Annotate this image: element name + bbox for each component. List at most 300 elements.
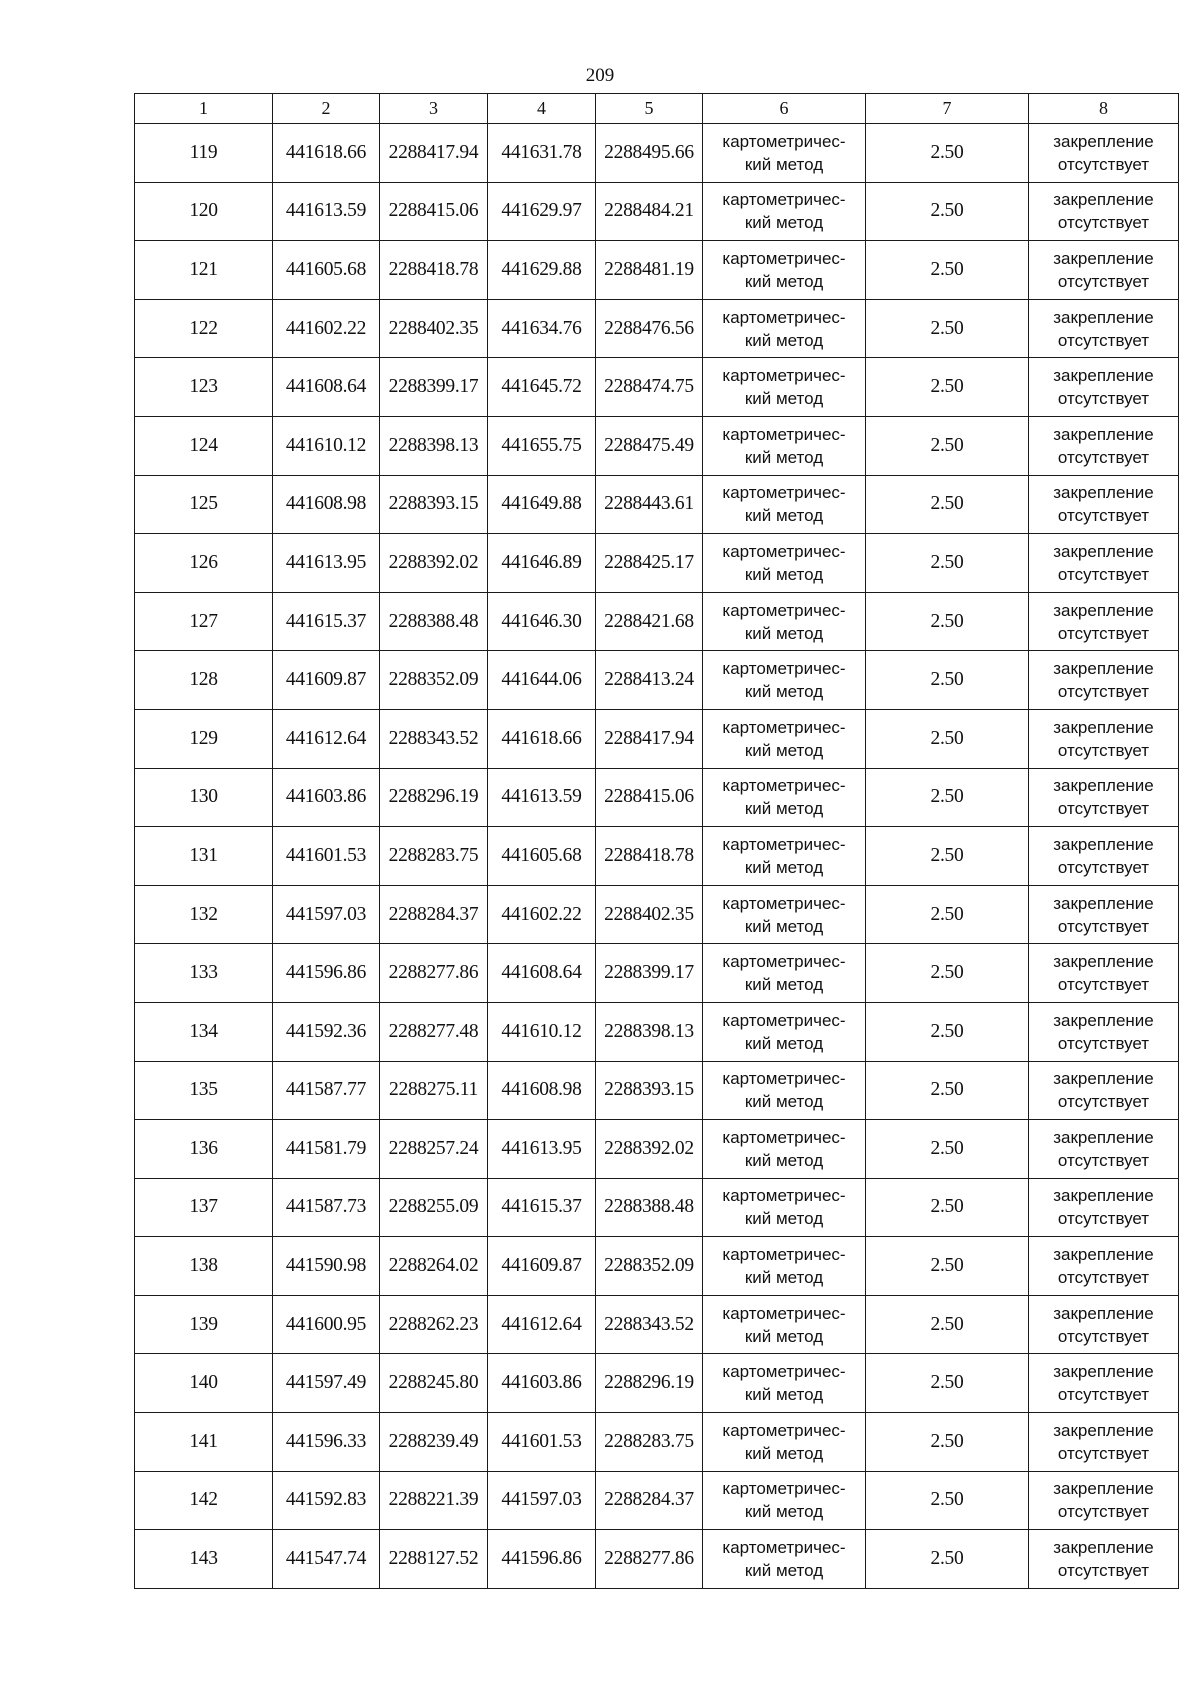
- table-row: [135, 534, 1179, 593]
- method-text-line: картометричес-: [722, 893, 846, 913]
- fixation-cell: [1029, 1002, 1179, 1061]
- y1-cell: 2288352.09: [380, 651, 488, 710]
- row-number-cell: 119: [135, 124, 273, 183]
- fixation-text-line: закрепление: [1053, 1186, 1154, 1206]
- method-text-line: кий метод: [744, 271, 824, 291]
- method-text-line: картометричес-: [722, 776, 846, 796]
- table-row: [135, 1002, 1179, 1061]
- fixation-text-line: отсутствует: [1057, 975, 1150, 995]
- x2-cell: 441596.86: [488, 1530, 596, 1589]
- y2-cell: 2288399.17: [596, 944, 703, 1003]
- table-row: [135, 1471, 1179, 1530]
- fixation-text-line: закрепление: [1053, 1127, 1154, 1147]
- fixation-text-line: отсутствует: [1057, 1385, 1150, 1405]
- y1-cell: 2288399.17: [380, 358, 488, 417]
- fixation-cell: [1029, 416, 1179, 475]
- column-header: 3: [380, 94, 488, 124]
- column-header: 6: [703, 94, 866, 124]
- method-text-line: картометричес-: [722, 1538, 846, 1558]
- x2-cell: 441610.12: [488, 1002, 596, 1061]
- method-cell: [703, 1413, 866, 1472]
- row-number-cell: 133: [135, 944, 273, 1003]
- y2-cell: 2288495.66: [596, 124, 703, 183]
- y1-cell: 2288275.11: [380, 1061, 488, 1120]
- fixation-text-line: отсутствует: [1057, 447, 1150, 467]
- fixation-text-line: отсутствует: [1057, 1326, 1150, 1346]
- fixation-text-line: закрепление: [1053, 366, 1154, 386]
- method-cell: [703, 1002, 866, 1061]
- fixation-cell: [1029, 1120, 1179, 1179]
- method-cell: [703, 534, 866, 593]
- table-row: [135, 475, 1179, 534]
- table-row: [135, 1061, 1179, 1120]
- fixation-text-line: отсутствует: [1057, 1443, 1150, 1463]
- fixation-text-line: закрепление: [1053, 659, 1154, 679]
- fixation-cell: [1029, 1471, 1179, 1530]
- row-number-cell: 134: [135, 1002, 273, 1061]
- accuracy-cell: 2.50: [866, 1471, 1029, 1530]
- method-text-line: кий метод: [744, 740, 824, 760]
- fixation-text-line: отсутствует: [1057, 271, 1150, 291]
- table-row: [135, 592, 1179, 651]
- x1-cell: 441592.36: [273, 1002, 380, 1061]
- y2-cell: 2288475.49: [596, 416, 703, 475]
- row-number-cell: 125: [135, 475, 273, 534]
- accuracy-cell: 2.50: [866, 944, 1029, 1003]
- fixation-text-line: отсутствует: [1057, 857, 1150, 877]
- x2-cell: 441608.64: [488, 944, 596, 1003]
- y1-cell: 2288277.86: [380, 944, 488, 1003]
- table-row: [135, 1295, 1179, 1354]
- y1-cell: 2288402.35: [380, 299, 488, 358]
- method-text-line: картометричес-: [722, 541, 846, 561]
- column-header: 4: [488, 94, 596, 124]
- method-text-line: картометричес-: [722, 1479, 846, 1499]
- fixation-cell: [1029, 1354, 1179, 1413]
- table-row: [135, 944, 1179, 1003]
- fixation-text-line: отсутствует: [1057, 1150, 1150, 1170]
- row-number-cell: 123: [135, 358, 273, 417]
- y1-cell: 2288221.39: [380, 1471, 488, 1530]
- method-text-line: картометричес-: [722, 1010, 846, 1030]
- accuracy-cell: 2.50: [866, 1413, 1029, 1472]
- row-number-cell: 128: [135, 651, 273, 710]
- column-header: 8: [1029, 94, 1179, 124]
- x1-cell: 441605.68: [273, 241, 380, 300]
- column-header: 1: [135, 94, 273, 124]
- fixation-text-line: закрепление: [1053, 1538, 1154, 1558]
- method-text-line: картометричес-: [722, 1186, 846, 1206]
- method-text-line: картометричес-: [722, 1069, 846, 1089]
- table-header-row: [135, 94, 1179, 124]
- x1-cell: 441618.66: [273, 124, 380, 183]
- x2-cell: 441613.95: [488, 1120, 596, 1179]
- x1-cell: 441547.74: [273, 1530, 380, 1589]
- method-text-line: кий метод: [744, 447, 824, 467]
- method-text-line: кий метод: [744, 1326, 824, 1346]
- fixation-cell: [1029, 1413, 1179, 1472]
- method-text-line: кий метод: [744, 1268, 824, 1288]
- column-header: 7: [866, 94, 1029, 124]
- fixation-text-line: закрепление: [1053, 483, 1154, 503]
- method-cell: [703, 1295, 866, 1354]
- y1-cell: 2288283.75: [380, 827, 488, 886]
- x1-cell: 441612.64: [273, 709, 380, 768]
- table-row: [135, 1413, 1179, 1472]
- row-number-cell: 139: [135, 1295, 273, 1354]
- accuracy-cell: 2.50: [866, 1002, 1029, 1061]
- accuracy-cell: 2.50: [866, 416, 1029, 475]
- fixation-text-line: отсутствует: [1057, 1033, 1150, 1053]
- y2-cell: 2288425.17: [596, 534, 703, 593]
- table-row: [135, 1120, 1179, 1179]
- x2-cell: 441601.53: [488, 1413, 596, 1472]
- x2-cell: 441629.88: [488, 241, 596, 300]
- fixation-text-line: закрепление: [1053, 1420, 1154, 1440]
- fixation-cell: [1029, 885, 1179, 944]
- row-number-cell: 138: [135, 1237, 273, 1296]
- table-row: [135, 358, 1179, 417]
- method-text-line: картометричес-: [722, 131, 846, 151]
- table-row: [135, 124, 1179, 183]
- row-number-cell: 142: [135, 1471, 273, 1530]
- x2-cell: 441597.03: [488, 1471, 596, 1530]
- table-row: [135, 651, 1179, 710]
- fixation-cell: [1029, 475, 1179, 534]
- method-text-line: картометричес-: [722, 1127, 846, 1147]
- y1-cell: 2288284.37: [380, 885, 488, 944]
- accuracy-cell: 2.50: [866, 885, 1029, 944]
- row-number-cell: 126: [135, 534, 273, 593]
- x2-cell: 441631.78: [488, 124, 596, 183]
- method-cell: [703, 944, 866, 1003]
- x2-cell: 441645.72: [488, 358, 596, 417]
- row-number-cell: 120: [135, 182, 273, 241]
- x2-cell: 441612.64: [488, 1295, 596, 1354]
- fixation-cell: [1029, 241, 1179, 300]
- method-cell: [703, 651, 866, 710]
- y2-cell: 2288402.35: [596, 885, 703, 944]
- x1-cell: 441597.49: [273, 1354, 380, 1413]
- accuracy-cell: 2.50: [866, 1178, 1029, 1237]
- fixation-text-line: закрепление: [1053, 541, 1154, 561]
- x2-cell: 441618.66: [488, 709, 596, 768]
- column-header: 5: [596, 94, 703, 124]
- fixation-text-line: отсутствует: [1057, 213, 1150, 233]
- table-row: [135, 1354, 1179, 1413]
- method-text-line: кий метод: [744, 1385, 824, 1405]
- fixation-text-line: отсутствует: [1057, 740, 1150, 760]
- y1-cell: 2288127.52: [380, 1530, 488, 1589]
- row-number-cell: 140: [135, 1354, 273, 1413]
- method-text-line: картометричес-: [722, 1420, 846, 1440]
- method-text-line: кий метод: [744, 1033, 824, 1053]
- page-number: 209: [585, 65, 615, 86]
- x1-cell: 441602.22: [273, 299, 380, 358]
- method-text-line: картометричес-: [722, 1245, 846, 1265]
- table-body: [135, 124, 1179, 1589]
- x1-cell: 441601.53: [273, 827, 380, 886]
- row-number-cell: 132: [135, 885, 273, 944]
- fixation-cell: [1029, 182, 1179, 241]
- x2-cell: 441603.86: [488, 1354, 596, 1413]
- x2-cell: 441629.97: [488, 182, 596, 241]
- method-cell: [703, 124, 866, 183]
- fixation-text-line: отсутствует: [1057, 1561, 1150, 1581]
- fixation-text-line: отсутствует: [1057, 1209, 1150, 1229]
- y1-cell: 2288388.48: [380, 592, 488, 651]
- fixation-text-line: закрепление: [1053, 600, 1154, 620]
- fixation-cell: [1029, 1530, 1179, 1589]
- fixation-cell: [1029, 651, 1179, 710]
- method-text-line: кий метод: [744, 506, 824, 526]
- method-text-line: картометричес-: [722, 307, 846, 327]
- method-cell: [703, 241, 866, 300]
- fixation-cell: [1029, 768, 1179, 827]
- y2-cell: 2288476.56: [596, 299, 703, 358]
- x1-cell: 441587.77: [273, 1061, 380, 1120]
- table-row: [135, 768, 1179, 827]
- y2-cell: 2288474.75: [596, 358, 703, 417]
- y2-cell: 2288296.19: [596, 1354, 703, 1413]
- x2-cell: 441646.89: [488, 534, 596, 593]
- y2-cell: 2288392.02: [596, 1120, 703, 1179]
- x1-cell: 441613.95: [273, 534, 380, 593]
- fixation-text-line: отсутствует: [1057, 564, 1150, 584]
- y2-cell: 2288352.09: [596, 1237, 703, 1296]
- row-number-cell: 129: [135, 709, 273, 768]
- method-cell: [703, 1530, 866, 1589]
- method-text-line: кий метод: [744, 623, 824, 643]
- x1-cell: 441590.98: [273, 1237, 380, 1296]
- fixation-text-line: отсутствует: [1057, 1092, 1150, 1112]
- y1-cell: 2288392.02: [380, 534, 488, 593]
- y2-cell: 2288398.13: [596, 1002, 703, 1061]
- accuracy-cell: 2.50: [866, 534, 1029, 593]
- fixation-text-line: закрепление: [1053, 307, 1154, 327]
- accuracy-cell: 2.50: [866, 768, 1029, 827]
- table-row: [135, 299, 1179, 358]
- fixation-cell: [1029, 1237, 1179, 1296]
- x1-cell: 441613.59: [273, 182, 380, 241]
- method-text-line: картометричес-: [722, 248, 846, 268]
- accuracy-cell: 2.50: [866, 182, 1029, 241]
- coordinates-table: [134, 93, 1179, 1589]
- row-number-cell: 135: [135, 1061, 273, 1120]
- fixation-text-line: закрепление: [1053, 1362, 1154, 1382]
- table-row: [135, 182, 1179, 241]
- method-text-line: картометричес-: [722, 834, 846, 854]
- fixation-text-line: отсутствует: [1057, 330, 1150, 350]
- y1-cell: 2288393.15: [380, 475, 488, 534]
- method-cell: [703, 1120, 866, 1179]
- row-number-cell: 131: [135, 827, 273, 886]
- y1-cell: 2288418.78: [380, 241, 488, 300]
- y2-cell: 2288481.19: [596, 241, 703, 300]
- accuracy-cell: 2.50: [866, 1530, 1029, 1589]
- method-cell: [703, 592, 866, 651]
- x2-cell: 441646.30: [488, 592, 596, 651]
- y1-cell: 2288296.19: [380, 768, 488, 827]
- method-text-line: картометричес-: [722, 659, 846, 679]
- y1-cell: 2288262.23: [380, 1295, 488, 1354]
- y1-cell: 2288343.52: [380, 709, 488, 768]
- fixation-cell: [1029, 827, 1179, 886]
- accuracy-cell: 2.50: [866, 709, 1029, 768]
- method-cell: [703, 1471, 866, 1530]
- x1-cell: 441603.86: [273, 768, 380, 827]
- fixation-cell: [1029, 1295, 1179, 1354]
- method-text-line: кий метод: [744, 857, 824, 877]
- y2-cell: 2288277.86: [596, 1530, 703, 1589]
- fixation-text-line: закрепление: [1053, 1245, 1154, 1265]
- y2-cell: 2288421.68: [596, 592, 703, 651]
- x1-cell: 441596.86: [273, 944, 380, 1003]
- accuracy-cell: 2.50: [866, 1295, 1029, 1354]
- method-text-line: картометричес-: [722, 1362, 846, 1382]
- x1-cell: 441610.12: [273, 416, 380, 475]
- method-text-line: картометричес-: [722, 483, 846, 503]
- x1-cell: 441608.98: [273, 475, 380, 534]
- y1-cell: 2288417.94: [380, 124, 488, 183]
- method-cell: [703, 475, 866, 534]
- method-text-line: картометричес-: [722, 190, 846, 210]
- y2-cell: 2288284.37: [596, 1471, 703, 1530]
- accuracy-cell: 2.50: [866, 124, 1029, 183]
- method-cell: [703, 358, 866, 417]
- method-text-line: кий метод: [744, 1092, 824, 1112]
- method-text-line: кий метод: [744, 154, 824, 174]
- fixation-cell: [1029, 534, 1179, 593]
- method-text-line: кий метод: [744, 975, 824, 995]
- fixation-text-line: закрепление: [1053, 1010, 1154, 1030]
- method-text-line: картометричес-: [722, 952, 846, 972]
- y2-cell: 2288388.48: [596, 1178, 703, 1237]
- x1-cell: 441596.33: [273, 1413, 380, 1472]
- method-cell: [703, 416, 866, 475]
- method-text-line: кий метод: [744, 799, 824, 819]
- row-number-cell: 136: [135, 1120, 273, 1179]
- y2-cell: 2288393.15: [596, 1061, 703, 1120]
- fixation-text-line: отсутствует: [1057, 799, 1150, 819]
- y2-cell: 2288417.94: [596, 709, 703, 768]
- fixation-text-line: закрепление: [1053, 424, 1154, 444]
- table-row: [135, 1178, 1179, 1237]
- row-number-cell: 124: [135, 416, 273, 475]
- row-number-cell: 143: [135, 1530, 273, 1589]
- accuracy-cell: 2.50: [866, 1120, 1029, 1179]
- x1-cell: 441600.95: [273, 1295, 380, 1354]
- table-row: [135, 416, 1179, 475]
- fixation-text-line: закрепление: [1053, 1069, 1154, 1089]
- x2-cell: 441605.68: [488, 827, 596, 886]
- fixation-text-line: закрепление: [1053, 190, 1154, 210]
- fixation-text-line: закрепление: [1053, 952, 1154, 972]
- fixation-text-line: отсутствует: [1057, 1502, 1150, 1522]
- fixation-text-line: отсутствует: [1057, 1268, 1150, 1288]
- method-text-line: картометричес-: [722, 366, 846, 386]
- y2-cell: 2288415.06: [596, 768, 703, 827]
- accuracy-cell: 2.50: [866, 651, 1029, 710]
- x2-cell: 441609.87: [488, 1237, 596, 1296]
- accuracy-cell: 2.50: [866, 592, 1029, 651]
- method-cell: [703, 1178, 866, 1237]
- fixation-text-line: закрепление: [1053, 834, 1154, 854]
- y2-cell: 2288484.21: [596, 182, 703, 241]
- x1-cell: 441608.64: [273, 358, 380, 417]
- y2-cell: 2288283.75: [596, 1413, 703, 1472]
- x2-cell: 441602.22: [488, 885, 596, 944]
- fixation-text-line: отсутствует: [1057, 916, 1150, 936]
- table-row: [135, 709, 1179, 768]
- fixation-cell: [1029, 1061, 1179, 1120]
- method-text-line: кий метод: [744, 1209, 824, 1229]
- fixation-text-line: закрепление: [1053, 131, 1154, 151]
- row-number-cell: 141: [135, 1413, 273, 1472]
- y2-cell: 2288418.78: [596, 827, 703, 886]
- accuracy-cell: 2.50: [866, 1061, 1029, 1120]
- fixation-text-line: отсутствует: [1057, 682, 1150, 702]
- fixation-cell: [1029, 709, 1179, 768]
- accuracy-cell: 2.50: [866, 827, 1029, 886]
- method-text-line: кий метод: [744, 1150, 824, 1170]
- fixation-cell: [1029, 299, 1179, 358]
- method-text-line: кий метод: [744, 916, 824, 936]
- accuracy-cell: 2.50: [866, 475, 1029, 534]
- method-cell: [703, 299, 866, 358]
- y1-cell: 2288264.02: [380, 1237, 488, 1296]
- y1-cell: 2288415.06: [380, 182, 488, 241]
- method-cell: [703, 1354, 866, 1413]
- method-text-line: картометричес-: [722, 717, 846, 737]
- accuracy-cell: 2.50: [866, 1354, 1029, 1413]
- fixation-text-line: отсутствует: [1057, 623, 1150, 643]
- y1-cell: 2288239.49: [380, 1413, 488, 1472]
- table-row: [135, 827, 1179, 886]
- fixation-text-line: закрепление: [1053, 1303, 1154, 1323]
- table-row: [135, 241, 1179, 300]
- y1-cell: 2288277.48: [380, 1002, 488, 1061]
- method-cell: [703, 1237, 866, 1296]
- method-cell: [703, 709, 866, 768]
- method-text-line: кий метод: [744, 564, 824, 584]
- x2-cell: 441649.88: [488, 475, 596, 534]
- fixation-text-line: отсутствует: [1057, 154, 1150, 174]
- y1-cell: 2288398.13: [380, 416, 488, 475]
- method-cell: [703, 885, 866, 944]
- accuracy-cell: 2.50: [866, 1237, 1029, 1296]
- row-number-cell: 130: [135, 768, 273, 827]
- y2-cell: 2288413.24: [596, 651, 703, 710]
- fixation-text-line: отсутствует: [1057, 506, 1150, 526]
- method-cell: [703, 182, 866, 241]
- accuracy-cell: 2.50: [866, 241, 1029, 300]
- fixation-cell: [1029, 592, 1179, 651]
- y1-cell: 2288257.24: [380, 1120, 488, 1179]
- x2-cell: 441644.06: [488, 651, 596, 710]
- x2-cell: 441615.37: [488, 1178, 596, 1237]
- y1-cell: 2288245.80: [380, 1354, 488, 1413]
- method-text-line: кий метод: [744, 330, 824, 350]
- accuracy-cell: 2.50: [866, 358, 1029, 417]
- row-number-cell: 121: [135, 241, 273, 300]
- row-number-cell: 122: [135, 299, 273, 358]
- method-text-line: кий метод: [744, 682, 824, 702]
- column-header: 2: [273, 94, 380, 124]
- method-text-line: кий метод: [744, 1443, 824, 1463]
- fixation-cell: [1029, 1178, 1179, 1237]
- x2-cell: 441634.76: [488, 299, 596, 358]
